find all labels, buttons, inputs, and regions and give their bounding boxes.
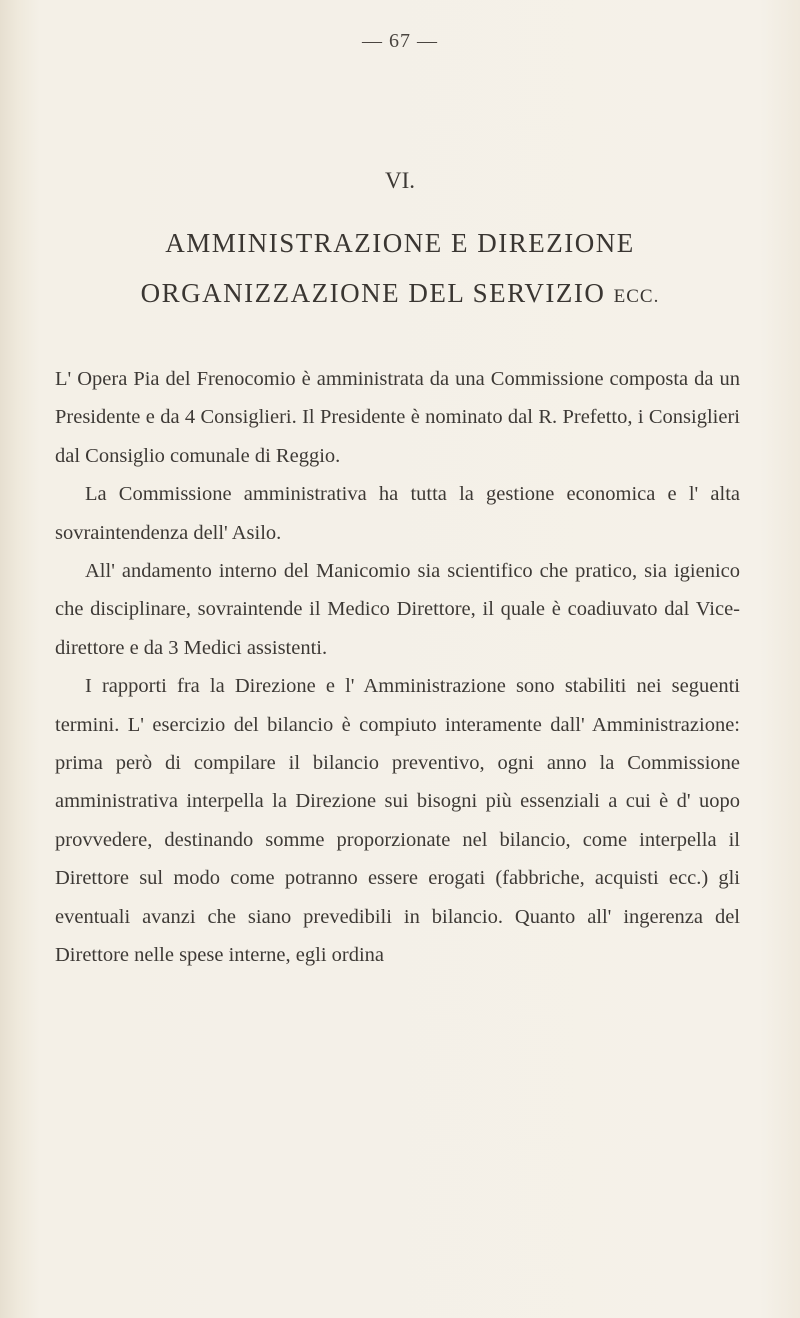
body-text <box>55 360 740 975</box>
paragraph: La Commissione amministrativa ha tutta la gestione economica e l' alta sovraintendenza dell' Asilo. <box>55 483 740 544</box>
paragraph: All' andamento interno del Manicomio sia scientifico che pratico, sia igienico che disciplinare, sovraintende il Medico Direttore, il quale è coadiuvato dal Vice-direttore e da 3 Medici assistenti. <box>55 560 740 659</box>
chapter-number: VI. <box>384 168 416 193</box>
page-number: — 67 — <box>362 30 438 52</box>
chapter-title-line-1: AMMINISTRAZIONE E DIREZIONE <box>165 228 635 258</box>
chapter-title-line-2 <box>0 278 800 309</box>
chapter-title-suffix: ECC. <box>613 286 660 307</box>
paragraph: I rapporti fra la Direzione e l' Amministrazione sono stabiliti nei seguenti termini. L' esercizio del bilancio è compiuto interamente dall' Amministrazione: prima però di compilare il bilancio preventivo, ogni anno la Commissione amministrativa interpella la Direzione sui bisogni più essenziali a cui è d' uopo provvedere, destinando somme proporzionate nel bilancio, come interpella il Direttore sul modo come potranno essere erogati (fabbriche, acquisti ecc.) gli eventuali avanzi che siano prevedibili in bilancio. Quanto all' ingerenza del Direttore nelle spese interne, egli ordina <box>55 675 740 967</box>
chapter-title-line-2-main: ORGANIZZAZIONE DEL SERVIZIO <box>140 278 606 308</box>
paragraph: L' Opera Pia del Frenocomio è amministrata da una Commissione composta da un Presidente e da 4 Consiglieri. Il Presidente è nominato dal R. Prefetto, i Consiglieri dal Consiglio comunale di Reggio. <box>55 368 740 467</box>
